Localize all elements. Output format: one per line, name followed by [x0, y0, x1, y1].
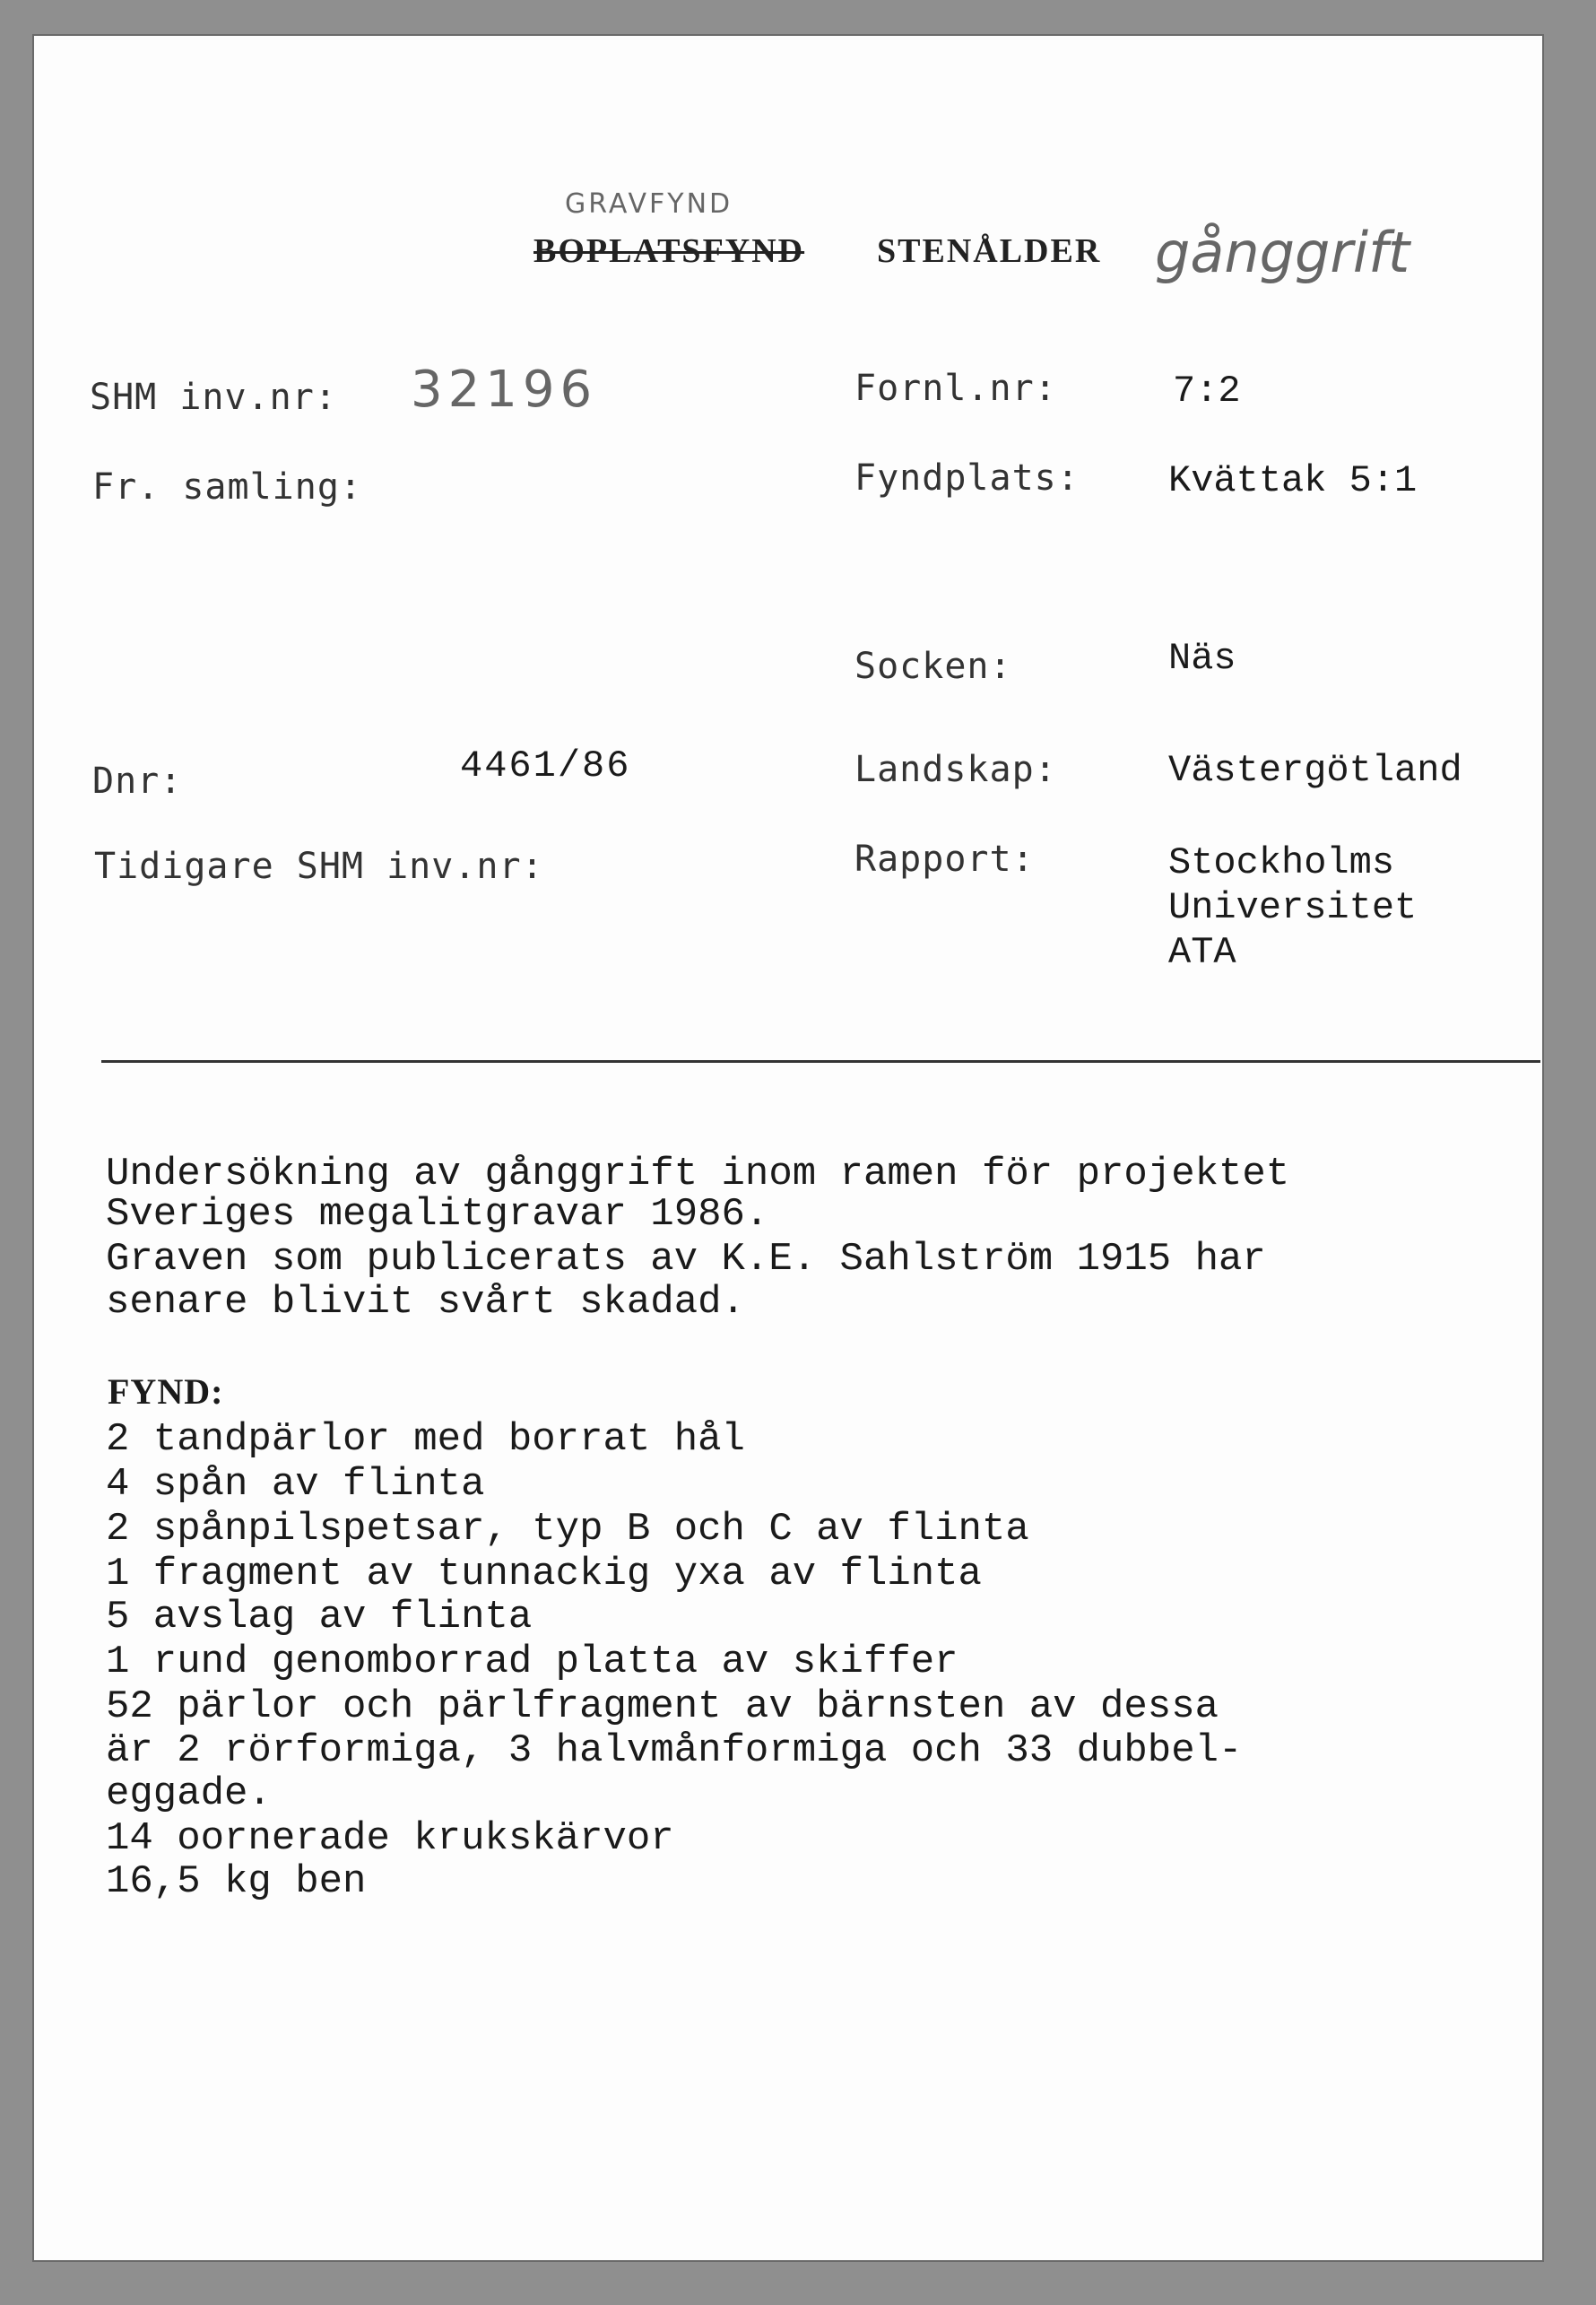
socken-value: Näs [1168, 637, 1236, 680]
landskap-value: Västergötland [1168, 749, 1462, 792]
dnr-value: 4461/86 [460, 744, 631, 787]
rapport-label: Rapport: [854, 839, 1035, 880]
fyndplats-value: Kvättak 5:1 [1168, 459, 1418, 502]
section-divider [101, 1060, 1540, 1063]
description-line: Sveriges megalitgravar 1986. [106, 1192, 769, 1237]
find-item: 2 tandpärlor med borrat hål [106, 1417, 745, 1462]
catalog-card [34, 36, 1542, 2260]
socken-label: Socken: [854, 646, 1012, 687]
fyndplats-label: Fyndplats: [854, 457, 1080, 499]
description-line: senare blivit svårt skadad. [106, 1280, 745, 1325]
find-item: 4 spån av flinta [106, 1462, 485, 1507]
find-item: eggade. [106, 1771, 272, 1816]
finds-heading: FYND: [108, 1371, 224, 1412]
fornl-value: 7:2 [1173, 370, 1241, 413]
fornl-label: Fornl.nr: [854, 368, 1057, 409]
period-label: STENÅLDER [877, 232, 1102, 270]
rapport-line: ATA [1168, 931, 1236, 974]
dnr-label: Dnr: [92, 761, 183, 802]
fr-samling-label: Fr. samling: [92, 466, 362, 508]
find-item: 52 pärlor och pärlfragment av bärnsten av dessa [106, 1684, 1219, 1729]
find-item: 2 spånpilspetsar, typ B och C av flinta [106, 1507, 1029, 1552]
shm-inv-value: 32196 [411, 361, 598, 419]
handwritten-annotation-gravfynd: GRAVFYND [565, 188, 733, 220]
find-item: 14 oornerade krukskärvor [106, 1816, 674, 1861]
description-line: Graven som publicerats av K.E. Sahlström 1915 har [106, 1237, 1266, 1282]
shm-inv-label: SHM inv.nr: [90, 377, 337, 418]
find-item: är 2 rörformiga, 3 halvmånformiga och 33 dubbel- [106, 1728, 1243, 1773]
description-line: Undersökning av gånggrift inom ramen för projektet [106, 1152, 1290, 1196]
rapport-line: Universitet [1168, 886, 1418, 929]
handwritten-monument-type: gånggrift [1155, 220, 1410, 285]
struck-category-label: BOPLATSFYND [533, 232, 805, 270]
find-item: 5 avslag av flinta [106, 1595, 533, 1640]
find-item: 1 rund genomborrad platta av skiffer [106, 1640, 958, 1684]
find-item: 1 fragment av tunnackig yxa av flinta [106, 1552, 982, 1596]
rapport-line: Stockholms [1168, 841, 1395, 884]
landskap-label: Landskap: [854, 749, 1057, 790]
tidigare-shm-label: Tidigare SHM inv.nr: [94, 846, 544, 887]
find-item: 16,5 kg ben [106, 1859, 367, 1904]
